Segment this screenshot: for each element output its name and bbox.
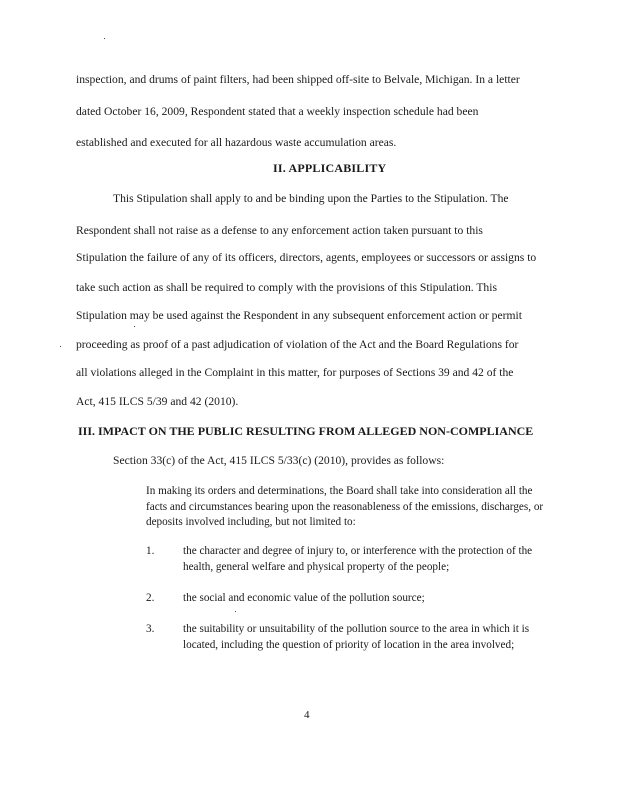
paragraph-line: Respondent shall not raise as a defense to any enforcement action taken pursuant to this bbox=[76, 224, 483, 237]
paragraph-line: established and executed for all hazardous waste accumulation areas. bbox=[76, 136, 397, 149]
paragraph-line: Act, 415 ILCS 5/39 and 42 (2010). bbox=[76, 395, 239, 408]
scan-speck bbox=[134, 326, 135, 327]
paragraph-line: proceeding as proof of a past adjudication of violation of the Act and the Board Regulations for bbox=[76, 338, 519, 351]
scan-speck bbox=[235, 611, 236, 612]
list-item-number: 2. bbox=[146, 592, 155, 604]
section-heading-impact: III. IMPACT ON THE PUBLIC RESULTING FROM ALLEGED NON-COMPLIANCE bbox=[78, 424, 534, 438]
list-item-text: the character and degree of injury to, or interference with the protection of the health, general welfare and physical property of the people; bbox=[183, 545, 533, 573]
list-item-number: 3. bbox=[146, 623, 155, 635]
paragraph-line: Stipulation the failure of any of its officers, directors, agents, employees or successors or assigns to bbox=[76, 251, 537, 264]
list-item-text: the social and economic value of the pollution source; bbox=[183, 592, 425, 604]
block-quote: In making its orders and determinations, the Board shall take into consideration all the facts and circumstances bearing upon the reasonableness of the emissions, discharges, or deposits involved including, but not limited to: bbox=[146, 485, 544, 528]
paragraph-line: Stipulation may be used against the Respondent in any subsequent enforcement action or permit bbox=[76, 309, 522, 322]
scan-speck bbox=[60, 346, 61, 347]
list-item-text: the suitability or unsuitability of the pollution source to the area in which it is located, including the question of priority of location in the area involved; bbox=[183, 623, 530, 651]
paragraph-line: take such action as shall be required to comply with the provisions of this Stipulation. This bbox=[76, 281, 497, 294]
paragraph-line: inspection, and drums of paint filters, had been shipped off-site to Belvale, Michigan. In a letter bbox=[76, 73, 520, 86]
page-number: 4 bbox=[304, 709, 310, 721]
paragraph-line: This Stipulation shall apply to and be binding upon the Parties to the Stipulation. The bbox=[113, 192, 509, 205]
section-heading-applicability: II. APPLICABILITY bbox=[273, 161, 387, 175]
list-item-number: 1. bbox=[146, 545, 155, 557]
scan-speck bbox=[104, 38, 105, 39]
paragraph-line: all violations alleged in the Complaint in this matter, for purposes of Sections 39 and 42 of the bbox=[76, 366, 514, 379]
paragraph-line: dated October 16, 2009, Respondent stated that a weekly inspection schedule had been bbox=[76, 105, 479, 118]
section-intro: Section 33(c) of the Act, 415 ILCS 5/33(c) (2010), provides as follows: bbox=[113, 454, 445, 467]
